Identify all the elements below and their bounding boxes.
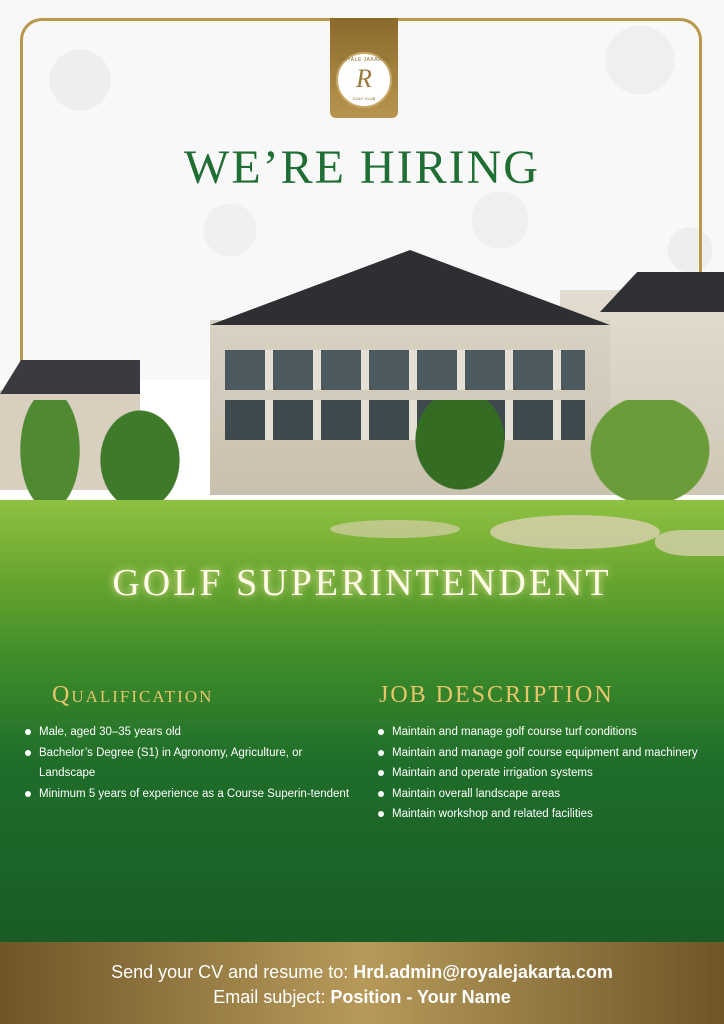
position-title: GOLF SUPERINTENDENT	[112, 562, 612, 604]
sand-bunker	[330, 520, 460, 538]
logo-subtitle: GOLF CLUB	[352, 96, 376, 101]
send-label: Send your CV and resume to:	[111, 962, 349, 982]
list-item: Minimum 5 years of experience as a Course Superin-tendent	[25, 784, 360, 805]
footer-bar	[0, 942, 724, 1024]
subject-value: Position - Your Name	[330, 987, 511, 1007]
footer-send-line	[0, 962, 724, 983]
qualification-list	[25, 722, 360, 804]
upper-windows	[225, 350, 585, 390]
job-description-list	[378, 722, 708, 825]
list-item: Maintain and operate irrigation systems	[378, 763, 708, 784]
sand-bunker	[655, 530, 724, 556]
clubhouse-roof	[210, 250, 610, 325]
club-logo	[336, 52, 392, 108]
list-item: Bachelor’s Degree (S1) in Agronomy, Agriculture, or Landscape	[25, 743, 360, 784]
list-item: Maintain and manage golf course turf conditions	[378, 722, 708, 743]
subject-label: Email subject:	[213, 987, 326, 1007]
hiring-headline: WE’RE HIRING	[184, 141, 540, 194]
qualification-title: Qualification	[52, 682, 214, 708]
job-description-title: JOB DESCRIPTION	[379, 682, 614, 708]
list-item: Maintain and manage golf course equipment and machinery	[378, 743, 708, 764]
logo-name: ROYALE JAKARTA	[338, 57, 390, 63]
list-item: Male, aged 30–35 years old	[25, 722, 360, 743]
sand-bunker	[490, 515, 660, 549]
list-item: Maintain workshop and related facilities	[378, 804, 708, 825]
roof-left	[0, 360, 140, 394]
list-item: Maintain overall landscape areas	[378, 784, 708, 805]
logo-badge	[330, 18, 398, 118]
footer-subject-line	[0, 987, 724, 1008]
email-address[interactable]: Hrd.admin@royalejakarta.com	[353, 962, 613, 982]
logo-monogram: R	[356, 64, 372, 93]
